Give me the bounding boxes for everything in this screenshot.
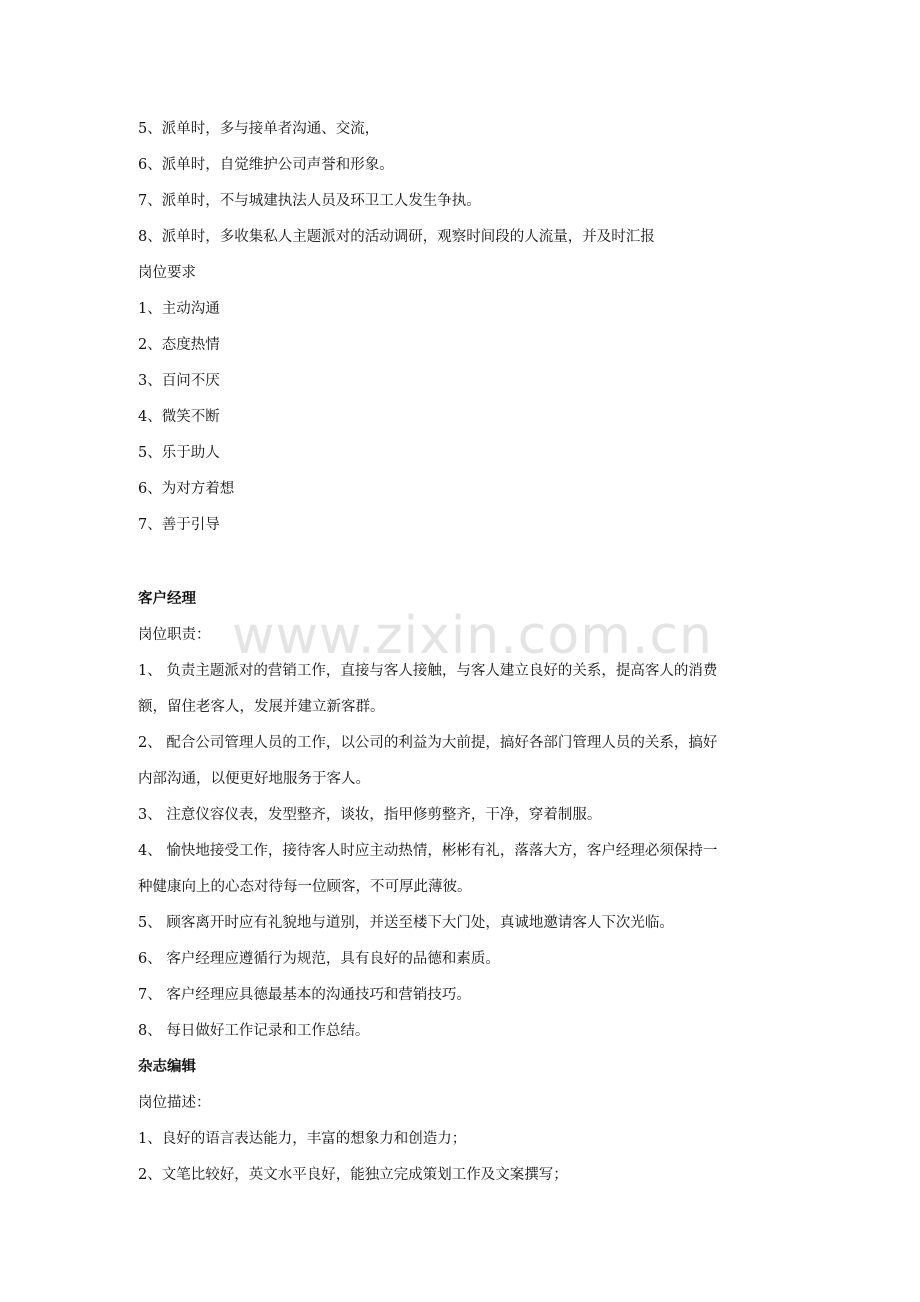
am-duty-4-line-2: 种健康向上的心态对待每一位顾客，不可厚此薄彼。 — [138, 879, 472, 895]
watermark: www.zixin.com.cn — [232, 606, 713, 666]
section-heading-account-manager: 客户经理 — [138, 591, 196, 607]
requirement-item-5: 5、乐于助人 — [138, 445, 220, 461]
editor-item-1: 1、良好的语言表达能力，丰富的想象力和创造力； — [138, 1131, 467, 1147]
am-duty-1-line-1: 1、 负责主题派对的营销工作，直接与客人接触，与客人建立良好的关系，提高客人的消费 — [138, 663, 718, 679]
am-duty-7: 7、 客户经理应具德最基本的沟通技巧和营销技巧。 — [138, 987, 471, 1003]
duty-item-6: 6、派单时，自觉维护公司声誉和形象。 — [138, 157, 394, 173]
editor-item-2: 2、文笔比较好，英文水平良好，能独立完成策划工作及文案撰写； — [138, 1167, 568, 1183]
requirement-item-4: 4、微笑不断 — [138, 409, 220, 425]
requirement-item-2: 2、态度热情 — [138, 337, 220, 353]
section-heading-magazine-editor: 杂志编辑 — [138, 1059, 196, 1075]
requirement-item-1: 1、主动沟通 — [138, 301, 220, 317]
am-duty-8: 8、 每日做好工作记录和工作总结。 — [138, 1023, 370, 1039]
requirement-item-7: 7、善于引导 — [138, 517, 220, 533]
am-duty-3: 3、 注意仪容仪表，发型整齐，谈妆，指甲修剪整齐，干净，穿着制服。 — [138, 807, 602, 823]
am-duty-4-line-1: 4、 愉快地接受工作，接待客人时应主动热情，彬彬有礼，落落大方，客户经理必须保持一 — [138, 843, 718, 859]
am-duty-1-line-2: 额，留住老客人，发展并建立新客群。 — [138, 699, 385, 715]
requirement-item-6: 6、为对方着想 — [138, 481, 235, 497]
requirements-label: 岗位要求 — [138, 265, 196, 281]
requirement-item-3: 3、百问不厌 — [138, 373, 220, 389]
description-label: 岗位描述： — [138, 1095, 211, 1111]
responsibilities-label: 岗位职责： — [138, 627, 211, 643]
am-duty-6: 6、 客户经理应遵循行为规范，具有良好的品德和素质。 — [138, 951, 500, 967]
am-duty-5: 5、 顾客离开时应有礼貌地与道别，并送至楼下大门处，真诚地邀请客人下次光临。 — [138, 915, 674, 931]
duty-item-8: 8、派单时，多收集私人主题派对的活动调研，观察时间段的人流量，并及时汇报 — [138, 229, 655, 245]
am-duty-2-line-1: 2、 配合公司管理人员的工作，以公司的利益为大前提，搞好各部门管理人员的关系，搞好 — [138, 735, 718, 751]
duty-item-5: 5、派单时，多与接单者沟通、交流， — [138, 121, 380, 137]
am-duty-2-line-2: 内部沟通，以便更好地服务于客人。 — [138, 771, 370, 787]
duty-item-7: 7、派单时，不与城建执法人员及环卫工人发生争执。 — [138, 193, 481, 209]
